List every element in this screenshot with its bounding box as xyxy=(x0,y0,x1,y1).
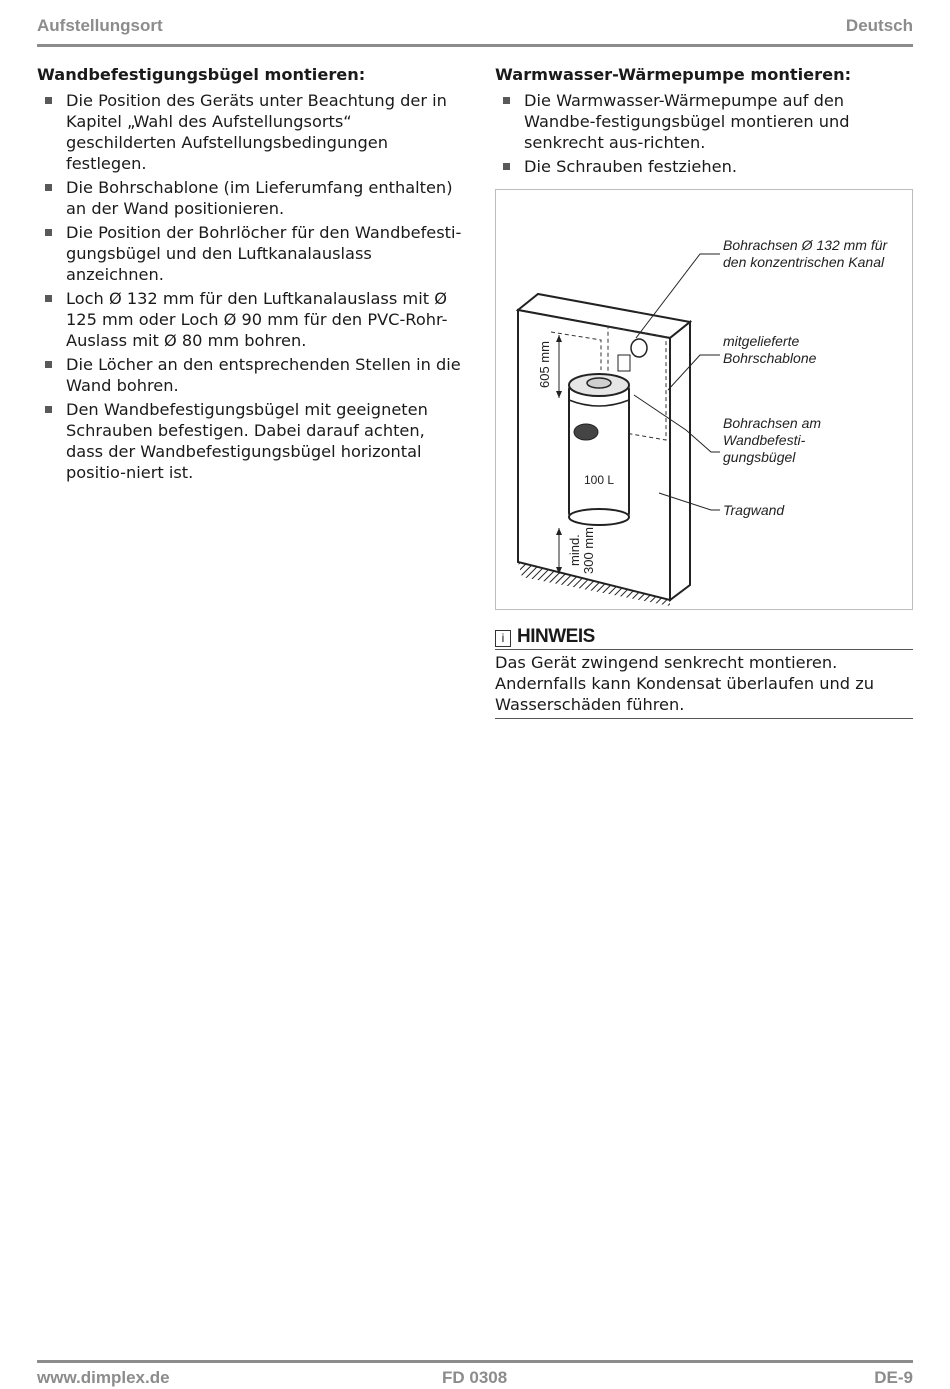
page-footer xyxy=(37,1360,913,1389)
wall-side xyxy=(670,322,690,600)
bullet-icon xyxy=(503,97,510,104)
note-text: Das Gerät zwingend senkrecht montieren. Andernfalls kann Kondensat überlaufen und zu Wasserschäden führen. xyxy=(495,650,913,719)
bullet-icon xyxy=(503,163,510,170)
tank-cap xyxy=(587,378,611,388)
list-item: Loch Ø 132 mm für den Luftkanalauslass mit Ø 125 mm oder Loch Ø 90 mm für den PVC-Rohr-Auslass mit Ø 80 mm bohren. xyxy=(37,288,462,351)
section-title: Aufstellungsort xyxy=(37,16,163,35)
dimension-label-bottom: 300 mm xyxy=(581,527,596,574)
right-list xyxy=(495,90,915,177)
note-title: HINWEIS xyxy=(517,626,595,647)
note-header xyxy=(495,627,913,650)
list-item: Die Bohrschablone (im Lieferumfang enthalten) an der Wand positionieren. xyxy=(37,177,462,219)
left-heading: Wandbefestigungsbügel montieren: xyxy=(37,65,366,84)
bullet-icon xyxy=(45,295,52,302)
tank-display xyxy=(574,424,598,440)
language-label: Deutsch xyxy=(845,16,913,35)
note-box xyxy=(495,627,913,719)
right-heading: Warmwasser-Wärmepumpe montieren: xyxy=(495,65,852,84)
tank-body xyxy=(569,385,629,517)
info-icon: i xyxy=(495,630,511,647)
list-item: Die Warmwasser-Wärmepumpe auf den Wandbe-festigungsbügel montieren und senkrecht aus-richten. xyxy=(495,90,915,153)
left-column xyxy=(37,64,462,486)
bullet-icon xyxy=(45,184,52,191)
drill-hole xyxy=(631,339,647,357)
list-item: Die Position des Geräts unter Beachtung der in Kapitel „Wahl des Aufstellungsorts“ geschilderten Aufstellungsbedingungen festlegen. xyxy=(37,90,462,174)
bullet-icon xyxy=(45,97,52,104)
small-fitting xyxy=(618,355,630,371)
left-list xyxy=(37,90,462,483)
mounting-illustration xyxy=(495,189,913,610)
list-item: Den Wandbefestigungsbügel mit geeigneten Schrauben befestigen. Dabei darauf achten, dass der Wandbefestigungsbügel horizontal positio-niert ist. xyxy=(37,399,462,483)
footer-doc-id: FD 0308 xyxy=(442,1368,508,1387)
tank-label: 100 L xyxy=(584,473,615,487)
list-item: Die Schrauben festziehen. xyxy=(495,156,915,177)
label-wall: Tragwand xyxy=(723,502,785,518)
dimension-label-top: 605 mm xyxy=(537,341,552,388)
label-bracket-axes: Bohrachsen am Wandbefesti-gungsbügel xyxy=(723,415,822,465)
list-item: Die Position der Bohrlöcher für den Wandbefesti-gungsbügel und den Luftkanalauslass anzeichnen. xyxy=(37,222,462,285)
footer-page-number: DE-9 xyxy=(874,1368,913,1387)
list-item: Die Löcher an den entsprechenden Stellen in die Wand bohren. xyxy=(37,354,462,396)
label-template: mitgelieferte Bohrschablone xyxy=(723,333,817,366)
page-header xyxy=(37,14,913,47)
bullet-icon xyxy=(45,229,52,236)
footer-website: www.dimplex.de xyxy=(37,1368,170,1387)
bullet-icon xyxy=(45,361,52,368)
right-column xyxy=(495,64,915,180)
tank-bottom xyxy=(569,509,629,525)
label-drill-axes: Bohrachsen Ø 132 mm für den konzentrischen Kanal xyxy=(723,237,888,270)
bullet-icon xyxy=(45,406,52,413)
dimension-label-mind: mind. xyxy=(567,534,582,566)
